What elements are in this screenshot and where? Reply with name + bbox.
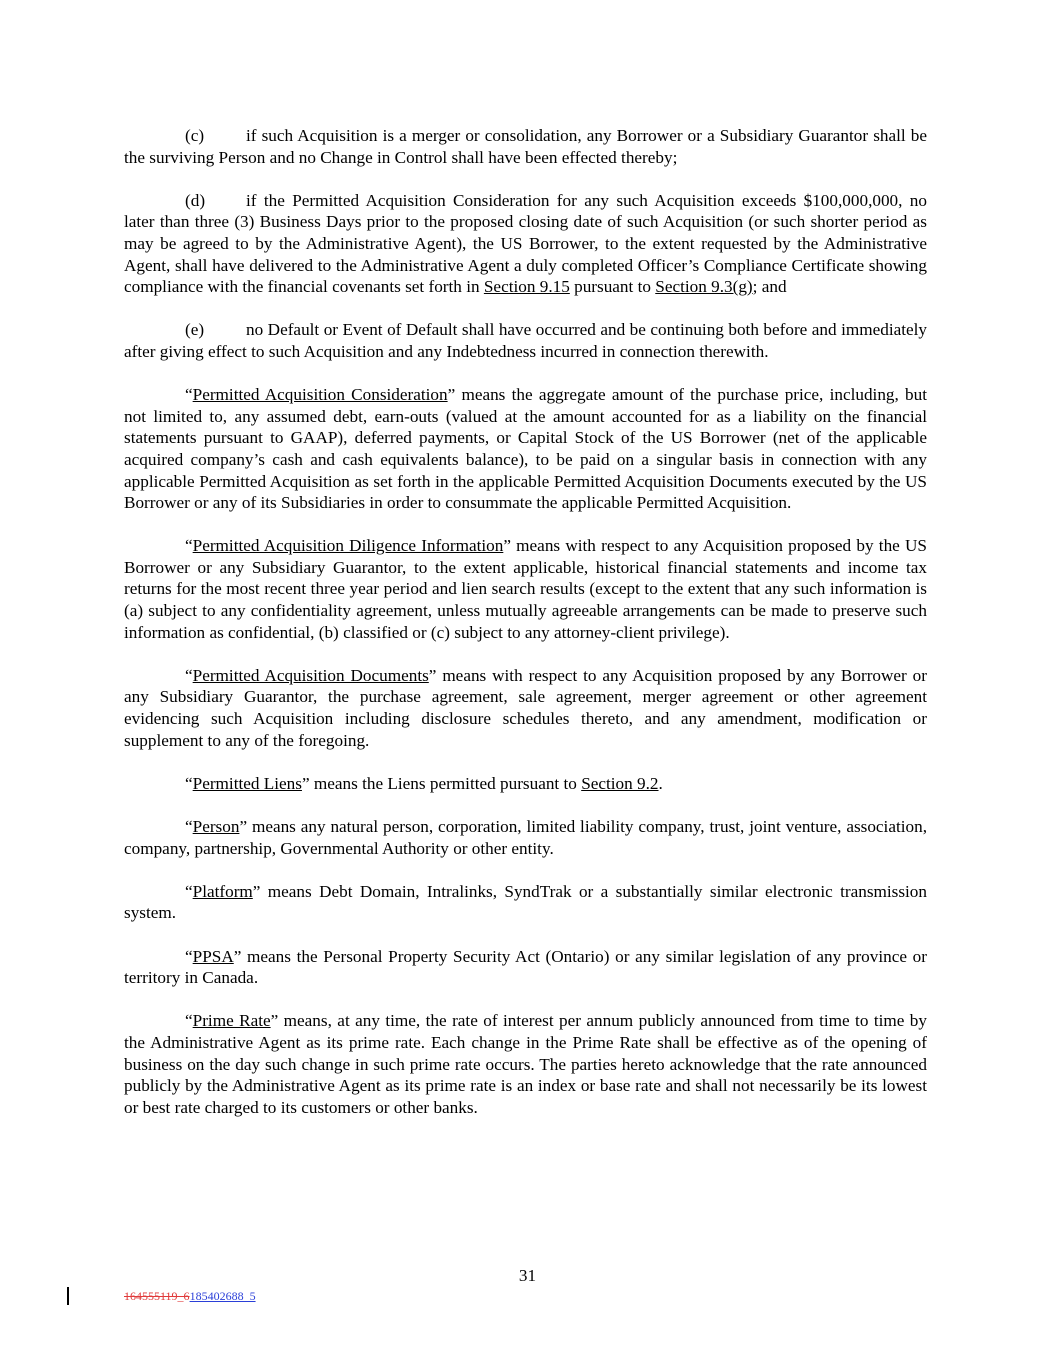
defined-term: Permitted Acquisition Consideration	[192, 385, 448, 405]
definition-text: ” means with respect to any Acquisition proposed by any Borrower or any Subsidiary Guarantor, the purchase agreement, sale agreement, merger agreement or other agreement evidencing such Acquisition including disclosure schedules thereto, and any amendment, modification or supplement to any of the foregoing.	[124, 665, 927, 750]
definition-text: .	[658, 773, 663, 793]
clause-label: (d)	[185, 190, 206, 210]
defined-term: Permitted Liens	[192, 773, 302, 793]
definition-platform	[124, 881, 927, 924]
clause-text: ; and	[752, 277, 787, 297]
definition-text: ” means, at any time, the rate of interest per annum publicly announced from time to time by the Administrative Agent as its prime rate. Each change in the Prime Rate shall be effective as of the opening of business on the day such change in such prime rate occurs. The parties hereto acknowledge that the rate announced publicly by the Administrative Agent as its prime rate is an index or base rate and shall not necessarily be its lowest or best rate charged to its customers or other banks.	[124, 1011, 927, 1117]
definition-text: ” means any natural person, corporation, limited liability company, trust, joint venture, association, company, partnership, Governmental Authority or other entity.	[124, 817, 927, 858]
defined-term: Prime Rate	[192, 1011, 271, 1031]
open-quote: “	[185, 817, 193, 836]
section-reference: Section 9.3(g)	[655, 277, 753, 297]
defined-term: Permitted Acquisition Diligence Information	[192, 536, 504, 556]
open-quote: “	[185, 946, 193, 966]
open-quote: “	[185, 1011, 193, 1031]
clause-text: pursuant to	[569, 277, 656, 297]
open-quote: “	[185, 536, 193, 556]
definition-text: ” means the Liens permitted pursuant to	[301, 773, 582, 793]
definition-person	[124, 816, 927, 859]
clause-e	[124, 319, 927, 362]
clause-label: (e)	[185, 320, 205, 340]
definition-text: ” means the Personal Property Security Act (Ontario) or any similar legislation of any province or territory in Canada.	[124, 946, 927, 988]
document-body	[124, 125, 927, 1140]
definition-permitted-acquisition-diligence-information	[124, 535, 927, 643]
defined-term: Person	[192, 817, 240, 836]
definition-permitted-acquisition-consideration	[124, 384, 927, 514]
open-quote: “	[185, 665, 193, 685]
defined-term: PPSA	[192, 946, 234, 966]
document-id-deleted: 164555119_6	[124, 1289, 190, 1303]
open-quote: “	[185, 385, 193, 405]
revision-change-bar	[67, 1287, 69, 1305]
open-quote: “	[185, 773, 193, 793]
clause-text: no Default or Event of Default shall have occurred and be continuing both before and immediately after giving effect to such Acquisition and any Indebtedness incurred in connection therewith.	[124, 320, 927, 361]
document-id	[124, 1289, 256, 1304]
definition-ppsa	[124, 946, 927, 989]
section-reference: Section 9.15	[483, 277, 570, 297]
definition-text: ” means Debt Domain, Intralinks, SyndTrak or a substantially similar electronic transmission system.	[124, 881, 927, 923]
defined-term: Permitted Acquisition Documents	[192, 665, 429, 685]
defined-term: Platform	[192, 881, 253, 901]
document-id-inserted: 185402688_5	[189, 1289, 256, 1303]
clause-d	[124, 190, 927, 298]
section-reference: Section 9.2	[581, 773, 659, 793]
definition-text: ” means with respect to any Acquisition proposed by the US Borrower or any Subsidiary Guarantor, to the extent applicable, historical financial statements and income tax returns for the most recent three year period and lien search results (except to the extent that any such information is (a) subject to any confidentiality agreement, unless mutually agreeable arrangements can be made to preserve such information as confidential, (b) classified or (c) subject to any attorney-client privilege).	[124, 536, 927, 642]
page-number: 31	[518, 1266, 537, 1285]
clause-c	[124, 125, 927, 168]
clause-label: (c)	[185, 126, 205, 145]
definition-permitted-liens	[124, 773, 927, 795]
clause-text: if the Permitted Acquisition Consideration for any such Acquisition exceeds $100,000,000, no later than three (3) Business Days prior to the proposed closing date of such Acquisition (or such shorter period as may be agreed to by the Administrative Agent), the US Borrower, to the extent requested by the Administrative Agent, shall have delivered to the Administrative Agent a duly completed Officer’s Compliance Certificate showing compliance with the financial covenants set forth in	[124, 190, 927, 297]
definition-text: ” means the aggregate amount of the purchase price, including, but not limited to, any assumed debt, earn-outs (valued at the amount accounted for as a liability on the financial statements pursuant to GAAP), deferred payments, or Capital Stock of the US Borrower (net of the applicable acquired company’s cash and cash equivalents balance), to be paid on a singular basis in connection with any applicable Permitted Acquisition as set forth in the applicable Permitted Acquisition Documents executed by the US Borrower or any of its Subsidiaries in order to consummate the applicable Permitted Acquisition.	[124, 385, 927, 513]
definition-permitted-acquisition-documents	[124, 665, 927, 751]
clause-text: if such Acquisition is a merger or consolidation, any Borrower or a Subsidiary Guarantor shall be the surviving Person and no Change in Control shall have been effected thereby;	[124, 126, 927, 167]
definition-prime-rate	[124, 1010, 927, 1118]
open-quote: “	[185, 881, 193, 901]
